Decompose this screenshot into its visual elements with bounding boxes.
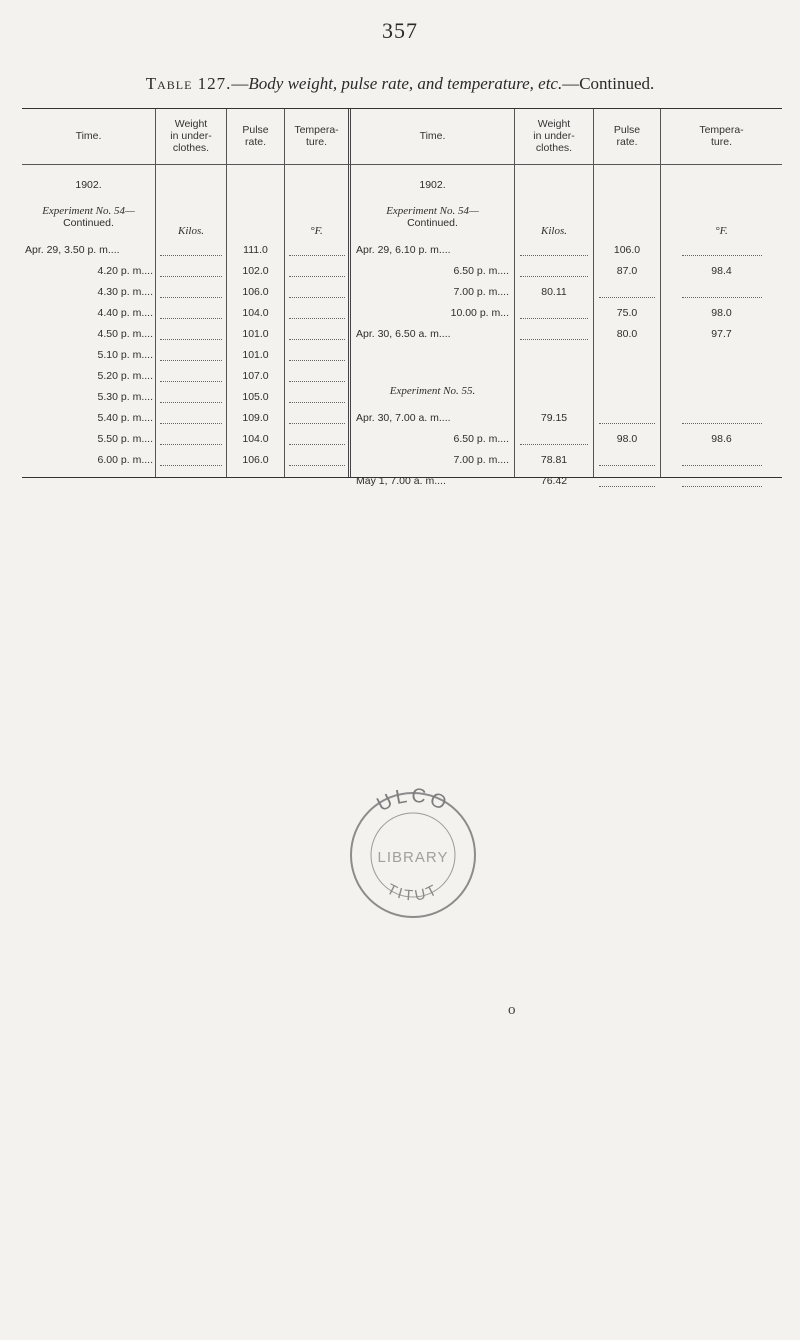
dot-leader <box>520 276 588 277</box>
right-pulse-cell: 80.0 <box>616 328 638 340</box>
right-time-cell: Apr. 30, 6.50 a. m.... <box>356 328 451 340</box>
caption-continued: —Continued. <box>562 74 655 93</box>
left-pulse-cell: 101.0 <box>242 349 269 361</box>
left-continued: Continued. <box>63 217 114 229</box>
right-time-cell: 10.00 p. m... <box>450 307 509 319</box>
left-pulse-cell: 106.0 <box>242 454 269 466</box>
left-time-cell: 6.00 p. m.... <box>97 454 153 466</box>
left-time-cell: 5.40 p. m.... <box>97 412 153 424</box>
right-unit-kilos: Kilos. <box>541 225 567 237</box>
left-pulse-cell: 101.0 <box>242 328 269 340</box>
left-pulse-cell: 109.0 <box>242 412 269 424</box>
right-pulse-cell: 75.0 <box>616 307 638 319</box>
left-time-cell: Apr. 29, 3.50 p. m.... <box>25 244 120 256</box>
dot-leader <box>289 402 345 403</box>
page-number: 357 <box>382 18 418 43</box>
dot-leader <box>520 318 588 319</box>
left-time-cell: 4.50 p. m.... <box>97 328 153 340</box>
right-weight-cell: 78.81 <box>540 454 568 466</box>
right-weight-cell: 80.11 <box>541 286 567 298</box>
dot-leader <box>160 297 222 298</box>
header-time: Time. <box>75 130 102 142</box>
dot-leader <box>289 276 345 277</box>
header-pulse: Pulse rate. <box>242 124 269 148</box>
header-pulse-right: Pulse rate. <box>613 124 641 148</box>
dot-leader <box>682 255 762 256</box>
dot-leader <box>160 465 222 466</box>
right-temperature-cell: 98.0 <box>711 307 732 319</box>
right-year: 1902. <box>419 179 446 191</box>
stamp-bottom-text: TITUT <box>383 880 443 905</box>
left-time-cell: 5.20 p. m.... <box>97 370 153 382</box>
dot-leader <box>160 318 222 319</box>
dot-leader <box>160 402 222 403</box>
library-stamp <box>338 780 488 930</box>
left-experiment-heading: Experiment No. 54— <box>42 205 135 217</box>
dot-leader <box>599 423 655 424</box>
header-weight: Weight in under- clothes. <box>170 118 212 154</box>
dot-leader <box>160 255 222 256</box>
left-year: 1902. <box>75 179 102 191</box>
left-time-cell: 5.10 p. m.... <box>97 349 153 361</box>
right-pulse-cell: 98.0 <box>616 433 638 445</box>
stamp-top-text: ULCO <box>373 784 453 817</box>
caption-italic: Body weight, pulse rate, and temperature, etc. <box>248 74 563 93</box>
left-time-cell: 4.20 p. m.... <box>97 265 153 277</box>
stamp-middle-text: LIBRARY <box>377 849 449 866</box>
dot-leader <box>599 486 655 487</box>
left-pulse-cell: 107.0 <box>242 370 269 382</box>
dot-leader <box>160 360 222 361</box>
data-table <box>22 108 782 487</box>
dot-leader <box>160 381 222 382</box>
right-continued: Continued. <box>407 217 458 229</box>
caption-dash: — <box>231 74 249 93</box>
dot-leader <box>599 297 655 298</box>
right-experiment-55-heading: Experiment No. 55. <box>389 385 476 397</box>
right-weight-cell: 79.15 <box>540 412 568 424</box>
left-unit-fahrenheit: °F. <box>310 225 323 237</box>
left-time-cell: 5.30 p. m.... <box>97 391 153 403</box>
dot-leader <box>599 465 655 466</box>
header-temperature-right: Tempera- ture. <box>699 124 744 148</box>
caption-label: Table 127. <box>145 74 232 93</box>
dot-leader <box>682 297 762 298</box>
header-temperature: Tempera- ture. <box>294 124 339 148</box>
right-pulse-cell: 106.0 <box>613 244 641 256</box>
dot-leader <box>682 423 762 424</box>
dot-leader <box>289 360 345 361</box>
dot-leader <box>520 255 588 256</box>
dot-leader <box>160 444 222 445</box>
left-time-cell: 4.40 p. m.... <box>97 307 153 319</box>
dot-leader <box>289 297 345 298</box>
table-caption <box>0 74 800 94</box>
left-pulse-cell: 105.0 <box>242 391 269 403</box>
dot-leader <box>289 381 345 382</box>
dot-leader <box>160 339 222 340</box>
header-weight-right: Weight in under- clothes. <box>533 118 575 154</box>
right-experiment-heading: Experiment No. 54— <box>386 205 479 217</box>
right-temperature-cell: 98.6 <box>711 433 732 445</box>
right-time-cell: 7.00 p. m.... <box>453 454 509 466</box>
dot-leader <box>289 339 345 340</box>
right-unit-fahrenheit: °F. <box>715 225 728 237</box>
right-time-cell: 6.50 p. m.... <box>453 265 509 277</box>
right-temperature-cell: 97.7 <box>711 328 732 340</box>
header-time-right: Time. <box>419 130 446 142</box>
right-pulse-cell: 87.0 <box>616 265 638 277</box>
dot-leader <box>160 276 222 277</box>
dot-leader <box>520 339 588 340</box>
right-time-cell: 6.50 p. m.... <box>453 433 509 445</box>
dot-leader <box>289 465 345 466</box>
right-weight-cell: 76.42 <box>540 475 568 487</box>
dot-leader <box>289 444 345 445</box>
left-time-cell: 4.30 p. m.... <box>97 286 153 298</box>
end-ornament: o <box>508 1002 516 1018</box>
left-pulse-cell: 111.0 <box>243 244 268 256</box>
dot-leader <box>682 486 762 487</box>
left-pulse-cell: 106.0 <box>242 286 269 298</box>
dot-leader <box>289 318 345 319</box>
dot-leader <box>520 444 588 445</box>
right-time-cell: 7.00 p. m.... <box>453 286 509 298</box>
right-time-cell: May 1, 7.00 a. m.... <box>356 475 446 487</box>
left-time-cell: 5.50 p. m.... <box>97 433 153 445</box>
dot-leader <box>289 255 345 256</box>
left-unit-kilos: Kilos. <box>178 225 204 237</box>
right-time-cell: Apr. 29, 6.10 p. m.... <box>356 244 451 256</box>
right-temperature-cell: 98.4 <box>711 265 732 277</box>
dot-leader <box>682 465 762 466</box>
right-time-cell: Apr. 30, 7.00 a. m.... <box>356 412 451 424</box>
dot-leader <box>289 423 345 424</box>
left-pulse-cell: 102.0 <box>242 265 269 277</box>
left-pulse-cell: 104.0 <box>242 433 269 445</box>
left-pulse-cell: 104.0 <box>242 307 269 319</box>
header-rule <box>22 164 782 165</box>
dot-leader <box>160 423 222 424</box>
